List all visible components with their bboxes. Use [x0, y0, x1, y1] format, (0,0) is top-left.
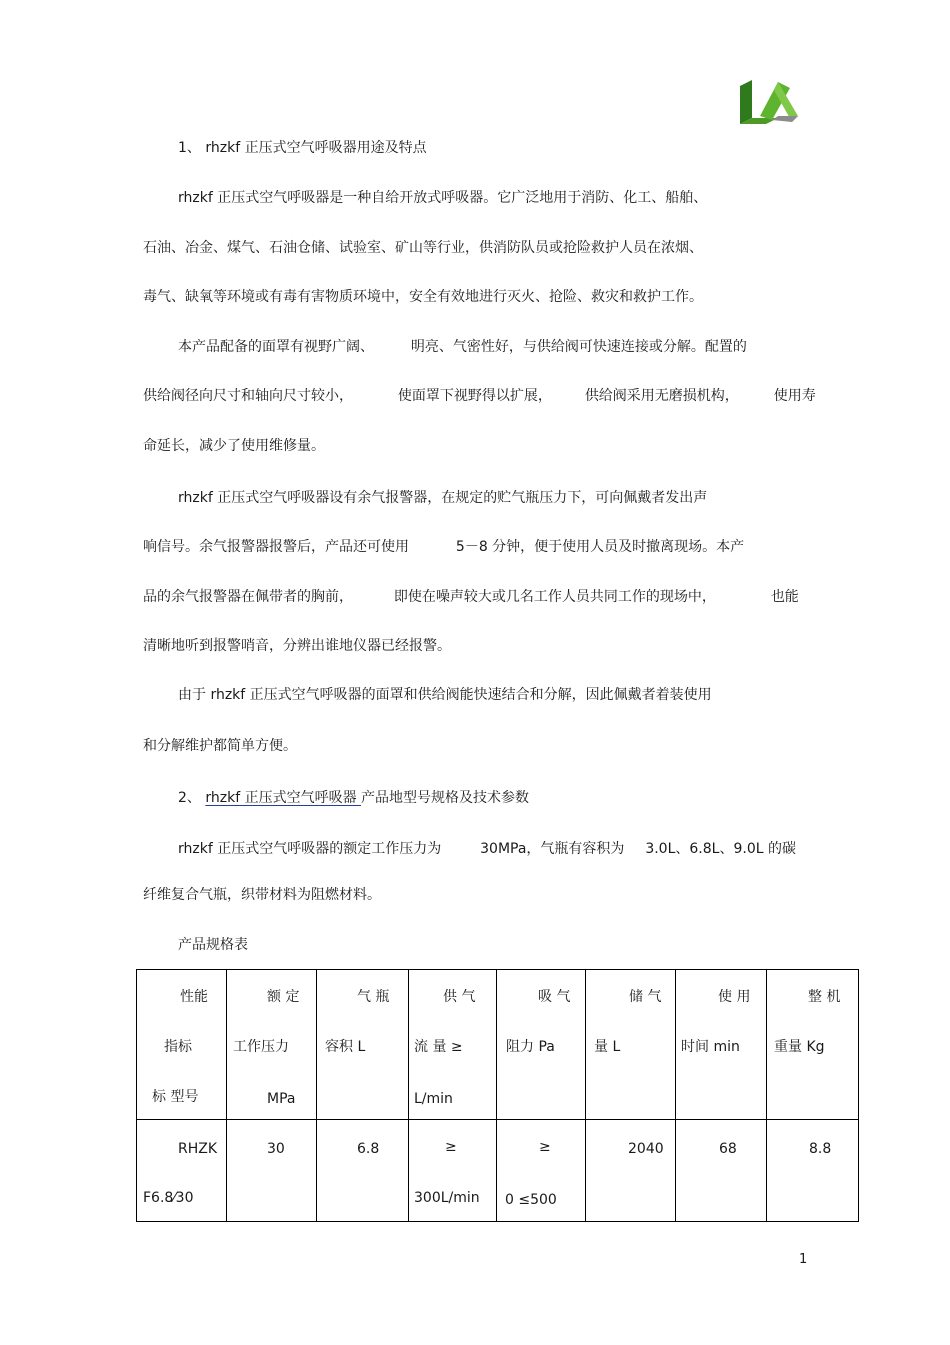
cell-value: 6.8 — [357, 1141, 380, 1157]
header-line: 指标 — [164, 1039, 192, 1055]
header-line: 重量 Kg — [774, 1039, 825, 1055]
text-run: 30MPa，气瓶有容积为 — [480, 841, 625, 857]
cell-value: 30 — [267, 1141, 285, 1157]
header-cell — [497, 970, 586, 1120]
paragraph-text — [178, 338, 747, 356]
pressure-cell — [227, 1120, 317, 1222]
text-run: 本产品配备的面罩有视野广阔、 — [178, 339, 374, 355]
header-line: 供 气 — [443, 989, 476, 1005]
header-line: 整 机 — [808, 989, 841, 1005]
paragraph-text: 由于 rhzkf 正压式空气呼吸器的面罩和供给阀能快速结合和分解，因此佩戴者着装使用 — [178, 687, 712, 703]
table-header-row — [137, 970, 859, 1120]
paragraph-text — [143, 588, 799, 606]
header-cell — [586, 970, 676, 1120]
resistance-cell — [497, 1120, 586, 1222]
header-line: L/min — [414, 1091, 453, 1107]
header-line: 时间 min — [681, 1039, 740, 1055]
weight-cell — [767, 1120, 859, 1222]
paragraph-text: 命延长，减少了使用维修量。 — [143, 438, 325, 454]
text-run: 供给阀采用无磨损机构， — [584, 388, 739, 404]
model-cell — [137, 1120, 227, 1222]
header-line: 标 型号 — [152, 1089, 199, 1105]
header-cell — [676, 970, 767, 1120]
paragraph-text: rhzkf 正压式空气呼吸器设有余气报警器，在规定的贮气瓶压力下，可向佩戴者发出声 — [178, 490, 708, 506]
cell-line: ≥ — [539, 1139, 551, 1155]
text-run: 品的余气报警器在佩带者的胸前， — [143, 589, 353, 605]
text-run: 供给阀径向尺寸和轴向尺寸较小， — [143, 388, 353, 404]
paragraph-text: rhzkf 正压式空气呼吸器是一种自给开放式呼吸器。它广泛地用于消防、化工、船舶、 — [178, 190, 708, 206]
header-line: 性能 — [180, 989, 208, 1005]
header-line: 阻力 Pa — [506, 1039, 555, 1055]
header-line: 气 瓶 — [357, 989, 390, 1005]
header-line: 使 用 — [718, 989, 751, 1005]
page-number: 1 — [799, 1252, 808, 1267]
company-logo-icon — [738, 76, 800, 126]
paragraph-text: 石油、冶金、煤气、石油仓储、试验室、矿山等行业，供消防队员或抢险救护人员在浓烟、 — [143, 240, 703, 256]
section-1-heading: 1、 rhzkf 正压式空气呼吸器用途及特点 — [178, 140, 427, 156]
header-cell — [409, 970, 497, 1120]
table-row — [137, 1120, 859, 1222]
text-run: 响信号。余气报警器报警后，产品还可使用 — [143, 539, 409, 555]
header-line: 流 量 ≥ — [414, 1039, 463, 1055]
header-line: 容积 L — [325, 1039, 366, 1055]
cell-value: 8.8 — [809, 1141, 832, 1157]
cell-value: 68 — [719, 1141, 737, 1157]
section-2-heading — [178, 789, 529, 807]
paragraph-text — [143, 538, 744, 556]
paragraph-text: 纤维复合气瓶，织带材料为阻燃材料。 — [143, 887, 381, 903]
header-line: 储 气 — [629, 989, 662, 1005]
text-run: 也能 — [770, 589, 799, 605]
header-line: 吸 气 — [538, 989, 571, 1005]
header-cell — [767, 970, 859, 1120]
storage-cell — [586, 1120, 676, 1222]
header-cell — [227, 970, 317, 1120]
cell-line: RHZK — [178, 1141, 218, 1157]
text-run: 3.0L、6.8L、9.0L 的碳 — [645, 841, 796, 857]
cell-value: 2040 — [628, 1141, 664, 1157]
header-line: 额 定 — [267, 989, 300, 1005]
header-cell — [317, 970, 409, 1120]
cell-line: 0 ≤500 — [505, 1192, 557, 1208]
heading-number: 2、 — [178, 790, 206, 806]
product-name-link[interactable]: rhzkf 正压式空气呼吸器 — [205, 790, 362, 806]
flow-cell — [409, 1120, 497, 1222]
paragraph-text — [178, 840, 796, 858]
header-line: 工作压力 — [233, 1039, 289, 1055]
paragraph-text: 清晰地听到报警哨音，分辨出谁地仪器已经报警。 — [143, 638, 451, 654]
text-run: rhzkf 正压式空气呼吸器的额定工作压力为 — [178, 841, 442, 857]
volume-cell — [317, 1120, 409, 1222]
header-line: MPa — [267, 1091, 296, 1107]
text-run: 使用寿 — [773, 388, 816, 404]
time-cell — [676, 1120, 767, 1222]
header-cell — [137, 970, 227, 1120]
header-line: 量 L — [594, 1039, 621, 1055]
paragraph-text — [143, 387, 816, 405]
text-run: 使面罩下视野得以扩展， — [397, 388, 552, 404]
paragraph-text: 毒气、缺氧等环境或有毒有害物质环境中，安全有效地进行灭火、抢险、救灾和救护工作。 — [143, 289, 703, 305]
cell-line: 300L/min — [414, 1190, 480, 1206]
cell-line: ≥ — [445, 1139, 457, 1155]
text-run: 5－8 分钟，便于使用人员及时撤离现场。本产 — [455, 539, 745, 555]
text-run: 明亮、气密性好，与供给阀可快速连接或分解。配置的 — [410, 339, 747, 355]
paragraph-text: 和分解维护都简单方便。 — [143, 738, 297, 754]
table-title: 产品规格表 — [178, 937, 248, 953]
heading-text: 产品地型号规格及技术参数 — [361, 790, 530, 806]
cell-line: F6.8⁄30 — [143, 1190, 194, 1206]
text-run: 即使在噪声较大或几名工作人员共同工作的现场中， — [393, 589, 716, 605]
spec-table — [136, 969, 859, 1222]
